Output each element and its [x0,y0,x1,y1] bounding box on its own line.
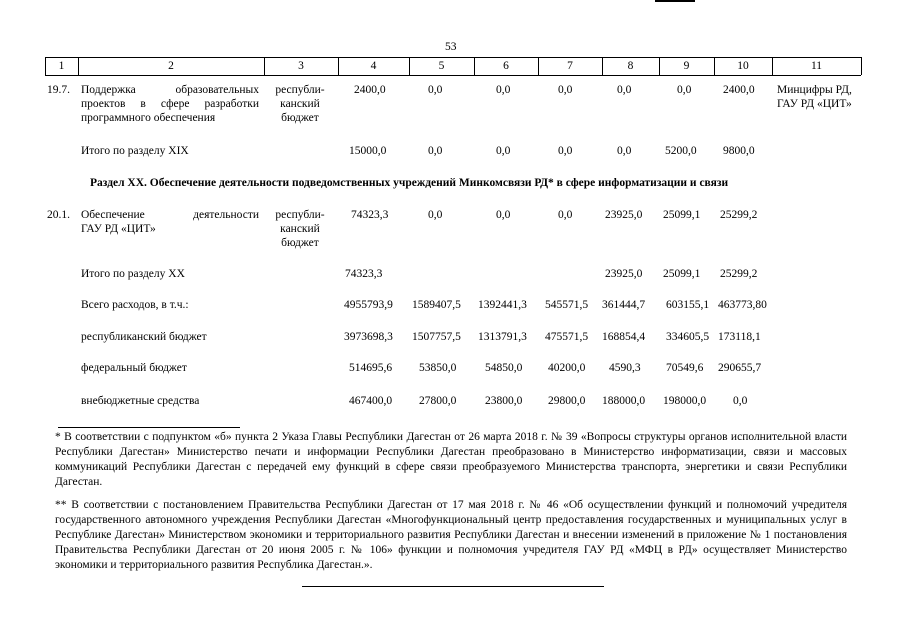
value-cell: 290655,7 [718,362,762,374]
column-header: 7 [567,60,573,72]
value-cell: 545571,5 [545,299,589,311]
table-top-border [45,57,861,58]
column-header: 8 [627,60,634,72]
budget-label: внебюджетные средства [81,395,200,407]
value-cell: 0,0 [617,84,632,96]
row-number: 19.7. [47,84,70,96]
value-cell: 25099,1 [663,209,701,221]
value-cell: 0,0 [558,84,573,96]
value-cell: 0,0 [496,209,511,221]
col-divider [861,57,862,75]
value-cell: 514695,6 [349,362,393,374]
column-header: 4 [370,60,377,72]
value-cell: 0,0 [428,209,443,221]
value-cell: 23925,0 [605,209,643,221]
value-cell: 2400,0 [723,84,755,96]
value-cell: 0,0 [677,84,692,96]
value-cell: 0,0 [428,84,443,96]
footnote-separator [58,427,240,428]
value-cell: 463773,80 [718,299,767,311]
value-cell: 188000,0 [602,395,646,407]
value-cell: 1507757,5 [412,331,461,343]
column-header: 1 [58,60,65,72]
column-header: 9 [683,60,690,72]
top-mark [655,0,695,2]
value-cell: 2400,0 [354,84,386,96]
column-header: 3 [298,60,304,72]
value-cell: 4590,3 [609,362,641,374]
value-cell: 70549,6 [666,362,704,374]
value-cell: 25099,1 [663,268,701,280]
total-label: Итого по разделу XX [81,268,185,280]
value-cell: 475571,5 [545,331,589,343]
value-cell: 54850,0 [485,362,523,374]
funding-source-line: бюджет [281,112,319,124]
table-header-bottom-border [45,75,861,76]
value-cell: 15000,0 [349,145,387,157]
value-cell: 25299,2 [720,268,758,280]
value-cell: 9800,0 [723,145,755,157]
column-header: 5 [438,60,445,72]
row-name-line: ГАУ РД «ЦИТ» [81,223,156,235]
row-name-line: Обеспечение деятельности [81,209,259,221]
value-cell: 0,0 [558,209,573,221]
column-header: 2 [168,60,174,72]
value-cell: 0,0 [617,145,632,157]
value-cell: 74323,3 [351,209,389,221]
total-label: Итого по разделу XIX [81,145,189,157]
value-cell: 53850,0 [419,362,457,374]
value-cell: 74323,3 [345,268,383,280]
executor-line: ГАУ РД «ЦИТ» [777,98,852,110]
value-cell: 27800,0 [419,395,457,407]
value-cell: 29800,0 [548,395,586,407]
value-cell: 1313791,3 [478,331,527,343]
funding-source-line: республи- [275,84,325,96]
value-cell: 168854,4 [602,331,646,343]
value-cell: 334605,5 [666,331,710,343]
value-cell: 4955793,9 [344,299,393,311]
funding-source-line: республи- [275,209,325,221]
value-cell: 0,0 [733,395,748,407]
column-header: 10 [737,60,749,72]
grand-total-label: Всего расходов, в т.ч.: [81,299,189,311]
footnote-2: ** В соответствии с постановлением Правительства Республики Дагестан от 17 мая 2018 г. № 46 «Об осуществлении функций и полномочий учредителя государственного автономного учреждения Республики Дагестан «Многофункциональный центр предоставления государственных и муниципальных услуг в Республике Дагестан» Министерством экономики и территориального развития Республики Дагестан и внесении изменений в приложение № 1 постановления Правительства Республики Дагестан от 20 июня 2005 г. № 106» функции и полномочия учредителя ГАУ РД «МФЦ в РД» осуществляет Министерство экономики и территориального развития Республика Дагестан.». [55,499,847,571]
value-cell: 1589407,5 [412,299,461,311]
row-name-line: программного обеспечения [81,112,216,124]
funding-source-line: бюджет [281,237,319,249]
value-cell: 0,0 [496,84,511,96]
footnote-1: * В соответствии с подпунктом «б» пункта 2 Указа Главы Республики Дагестан от 26 марта 2018 г. № 39 «Вопросы структуры органов исполнительной власти Республики Дагестан» Министерство печати и информации Республики Дагестан преобразовано в Министерство информатизации, связи и массовых коммуникаций Республики Дагестан с передачей ему функций в сфере связи преобразуемого Министерства транспорта, энергетики и связи Республики Дагестан. [55,431,847,488]
value-cell: 23925,0 [605,268,643,280]
row-number: 20.1. [47,209,70,221]
value-cell: 467400,0 [349,395,393,407]
column-header: 6 [503,60,509,72]
closing-line [302,586,604,587]
budget-label: федеральный бюджет [81,362,187,374]
value-cell: 3973698,3 [344,331,393,343]
budget-label: республиканский бюджет [81,331,207,343]
value-cell: 0,0 [428,145,443,157]
row-name-line: проектов в сфере разработки [81,98,259,110]
page-number: 53 [445,41,457,53]
value-cell: 198000,0 [663,395,707,407]
funding-source-line: канский [280,98,320,110]
value-cell: 361444,7 [602,299,646,311]
value-cell: 25299,2 [720,209,758,221]
row-name-line: Поддержка образовательных [81,84,259,96]
value-cell: 40200,0 [548,362,586,374]
column-header: 11 [810,60,823,72]
executor-line: Минцифры РД, [777,84,852,96]
value-cell: 0,0 [496,145,511,157]
value-cell: 0,0 [558,145,573,157]
section-title: Раздел XX. Обеспечение деятельности подведомственных учреждений Минкомсвязи РД* в сфере информатизации и связи [90,177,729,189]
value-cell: 5200,0 [665,145,697,157]
value-cell: 603155,1 [666,299,710,311]
value-cell: 23800,0 [485,395,523,407]
value-cell: 173118,1 [718,331,761,343]
value-cell: 1392441,3 [478,299,527,311]
funding-source-line: канский [280,223,320,235]
